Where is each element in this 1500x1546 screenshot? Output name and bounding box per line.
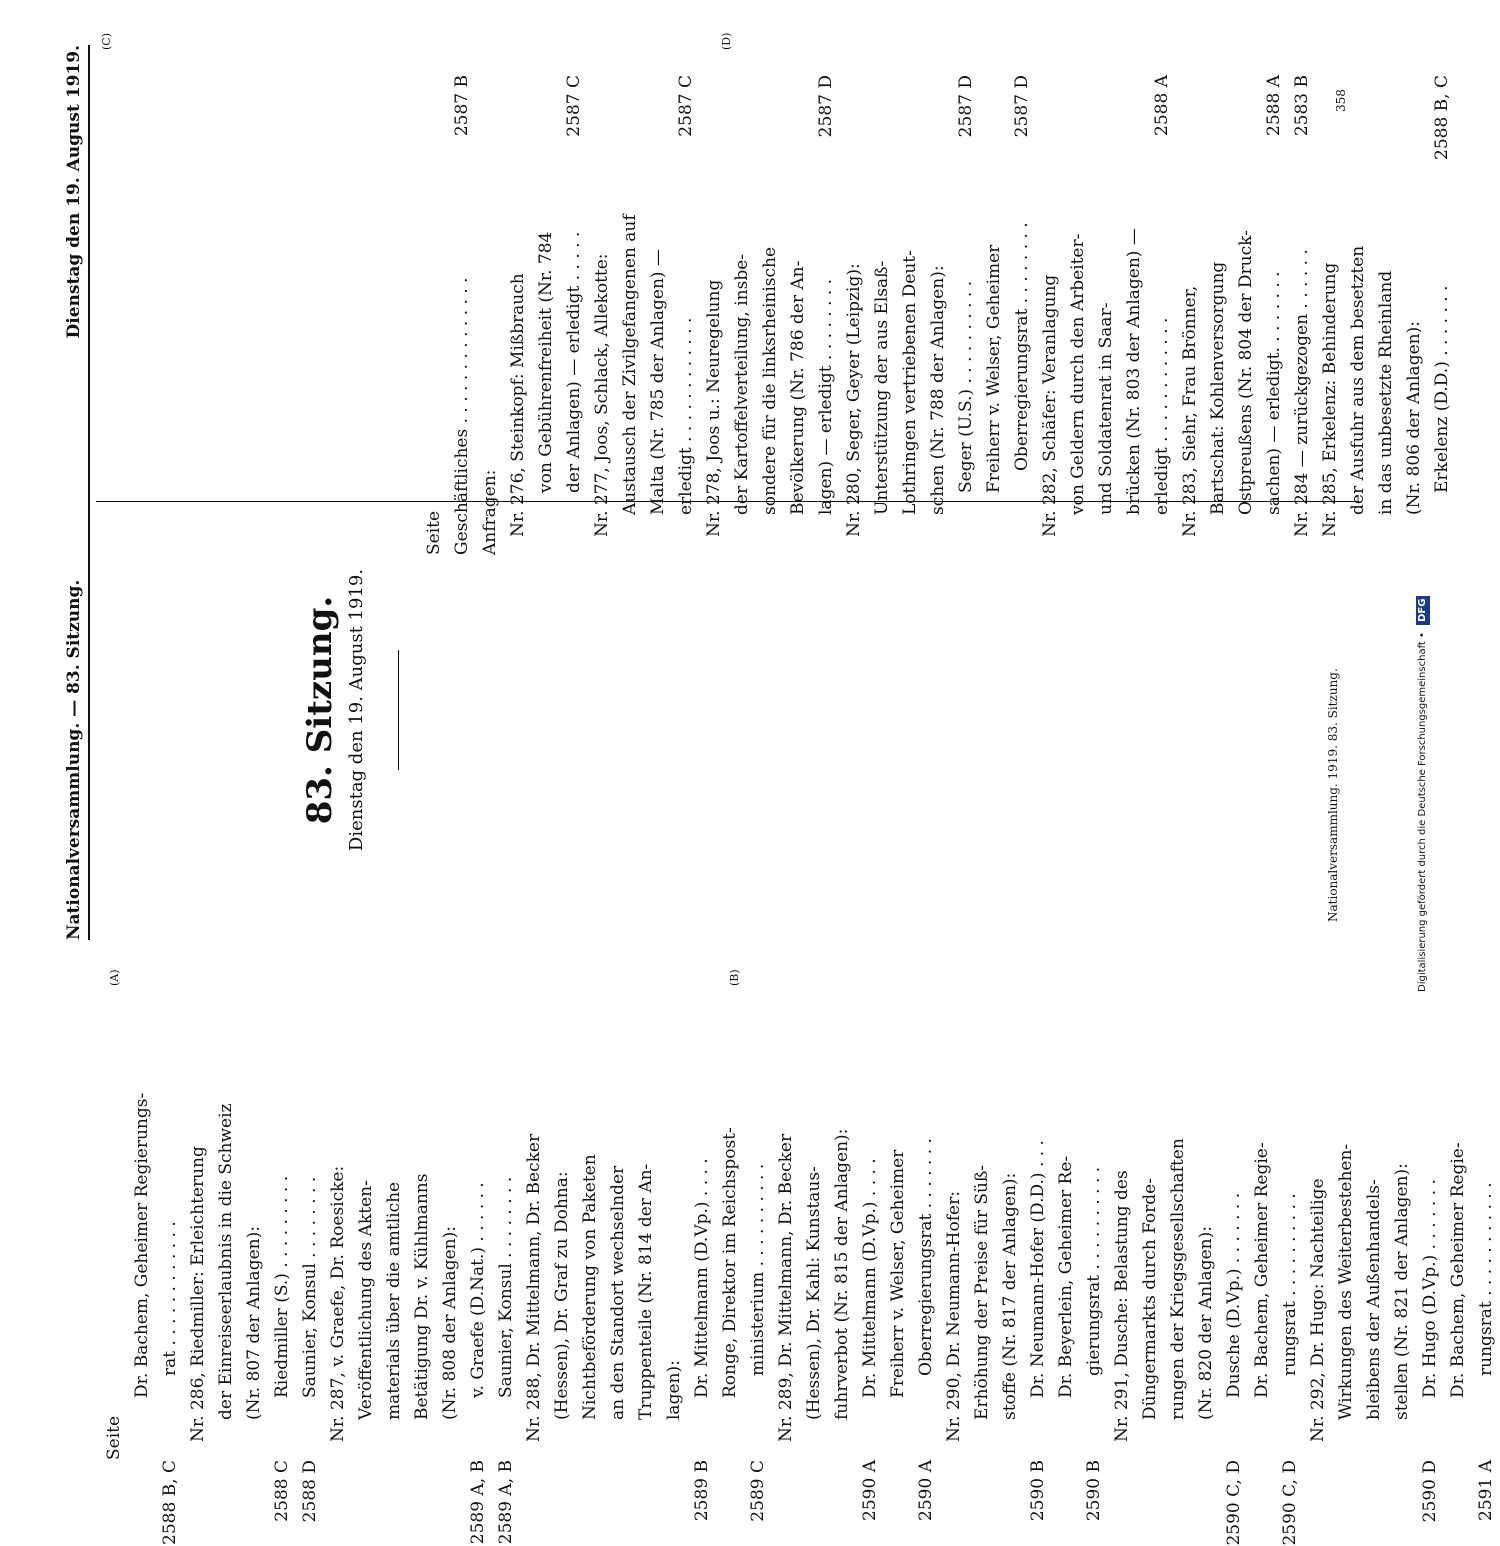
entry-text: (Hessen), Dr. Graf zu Dohna: xyxy=(552,1171,572,1420)
entry-page-ref: 2590 A xyxy=(860,1460,880,1521)
entry-text: gierungsrat . . . . . . . . . . xyxy=(1084,1166,1104,1376)
entry-text: fuhrverbot (Nr. 815 der Anlagen): xyxy=(832,1128,852,1420)
index-entry xyxy=(700,75,728,555)
margin-marker-d: (D) xyxy=(720,32,733,50)
entry-text: Geschäftliches . . . . . . . . . . . . . . xyxy=(452,277,472,555)
index-entry xyxy=(756,75,784,555)
entry-page-ref: 2588 D xyxy=(300,1460,320,1523)
entry-page-ref: 2587 C xyxy=(564,75,584,137)
index-entry xyxy=(616,75,644,555)
entry-text: Dr. Mittelmann (D.Vp.) . . . . xyxy=(692,1158,712,1398)
index-entry xyxy=(728,75,756,555)
entry-text: Nr. 288, Dr. Mittelmann, Dr. Becker xyxy=(524,1133,544,1442)
index-entry xyxy=(532,75,560,555)
entry-text: Dr. Hugo (D.Vp.) . . . . . . . xyxy=(1420,1179,1440,1398)
index-entry xyxy=(924,75,952,555)
entry-text: Nr. 289, Dr. Mittelmann, Dr. Becker xyxy=(776,1133,796,1442)
entry-text: schen (Nr. 788 der Anlagen): xyxy=(928,265,948,515)
footer-page: 358 xyxy=(1334,89,1348,112)
index-entry xyxy=(1036,75,1064,555)
left-column xyxy=(420,75,1456,555)
header-left: Nationalversammlung. — 83. Sitzung. xyxy=(64,579,84,940)
index-entry xyxy=(1092,75,1120,555)
entry-text: Nr. 280, Seger, Geyer (Leipzig): xyxy=(844,263,864,537)
title-rule xyxy=(398,650,399,770)
index-entry xyxy=(1344,75,1372,555)
index-entry xyxy=(1204,75,1232,555)
entry-page-ref: 2589 A, B xyxy=(468,1460,488,1545)
entry-text: Nr. 277, Joos, Schlack, Allekotte: xyxy=(592,253,612,537)
entry-page-ref: 2588 C xyxy=(272,1460,292,1522)
margin-marker-c: (C) xyxy=(100,33,113,50)
entry-text: rungen der Kriegsgesellschaften xyxy=(1168,1138,1188,1420)
entry-page-ref: 2590 D xyxy=(1420,1460,1440,1523)
entry-text: Betätigung Dr. v. Kühlmanns xyxy=(412,1173,432,1420)
index-entry xyxy=(1232,75,1260,555)
entry-text: sachen) — erledigt. . . . . . . . xyxy=(1264,271,1284,515)
entry-text: Oberregierungsrat . . . . . . . . xyxy=(1012,222,1032,471)
entry-page-ref: 2590 B xyxy=(1084,1460,1104,1522)
entry-text: Nr. 292, Dr. Hugo: Nachteilige xyxy=(1308,1178,1328,1442)
entry-text: Nichtbeförderung von Paketen xyxy=(580,1154,600,1420)
entry-text: Dr. Bachem, Geheimer Regie- xyxy=(1252,1142,1272,1398)
index-entry xyxy=(448,75,476,555)
entry-text: Ostpreußens (Nr. 804 der Druck- xyxy=(1236,230,1256,515)
entry-page-ref: 2590 B xyxy=(1028,1460,1048,1522)
index-entry xyxy=(840,75,868,555)
entry-text: Austausch der Zivilgefangenen auf xyxy=(620,214,640,515)
index-entry xyxy=(420,75,448,555)
entry-text: v. Graefe (D.Nat.) . . . . . . xyxy=(468,1182,488,1398)
entry-text: Erkelenz (D.D.) . . . . . . . xyxy=(1432,285,1452,493)
index-entry xyxy=(896,75,924,555)
index-entry xyxy=(644,75,672,555)
entry-text: Veröffentlichung des Akten- xyxy=(356,1180,376,1420)
footer-left: Nationalversammlung. 1919. 83. Sitzung. xyxy=(1326,668,1340,922)
dfg-logo: DFG xyxy=(1416,596,1430,625)
entry-text: Nr. 282, Schäfer: Veranlagung xyxy=(1040,274,1060,537)
entry-text: Nr. 287, v. Graefe, Dr. Roesicke: xyxy=(328,1165,348,1442)
entry-text: rungsrat . . . . . . . . . . . xyxy=(1476,1182,1496,1376)
index-entry xyxy=(560,75,588,555)
entry-text: Seite xyxy=(104,1415,124,1460)
entry-page-ref: 2588 B, C xyxy=(1432,75,1452,160)
entry-page-ref: 2589 B xyxy=(692,1460,712,1522)
entry-text: der Anlagen) — erledigt . . . . . xyxy=(564,231,584,493)
entry-text: Dr. Beyerlein, Geheimer Re- xyxy=(1056,1155,1076,1398)
entry-text: (Nr. 807 der Anlagen): xyxy=(244,1226,264,1420)
entry-page-ref: 2590 A xyxy=(916,1460,936,1521)
entry-page-ref: 2588 A xyxy=(1152,75,1172,136)
entry-text: bleibens der Außenhandels- xyxy=(1364,1179,1384,1420)
index-entry xyxy=(952,75,980,555)
entry-text: von Gebührenfreiheit (Nr. 784 xyxy=(536,231,556,493)
index-entry xyxy=(1260,75,1288,555)
index-entry xyxy=(476,75,504,555)
entry-text: Dr. Bachem, Geheimer Regierungs- xyxy=(132,1092,152,1398)
session-title: 83. Sitzung. xyxy=(300,595,340,825)
entry-text: sondere für die linksrheinische xyxy=(760,246,780,515)
entry-text: Nr. 290, Dr. Neumann-Hofer: xyxy=(944,1191,964,1442)
entry-text: stoffe (Nr. 817 der Anlagen): xyxy=(1000,1172,1020,1420)
entry-text: Unterstützung der aus Elsaß- xyxy=(872,260,892,515)
entry-text: materials über die amtliche xyxy=(384,1181,404,1420)
entry-text: Seite xyxy=(424,510,444,555)
entry-text: ministerium . . . . . . . . . . xyxy=(748,1163,768,1376)
index-entry xyxy=(1008,75,1036,555)
entry-page-ref: 2590 C, D xyxy=(1280,1460,1300,1546)
entry-text: Bartschat: Kohlenversorgung xyxy=(1208,261,1228,515)
entry-text: Nr. 285, Erkelenz: Behinderung xyxy=(1320,262,1340,537)
entry-text: erledigt . . . . . . . . . . . . xyxy=(1152,317,1172,515)
entry-text: Malta (Nr. 785 der Anlagen) — xyxy=(648,249,668,515)
index-entry xyxy=(868,75,896,555)
header-right: Dienstag den 19. August 1919. xyxy=(64,45,84,339)
index-entry xyxy=(672,75,700,555)
entry-text: in das unbesetzte Rheinland xyxy=(1376,270,1396,515)
entry-text: der Kartoffelverteilung, insbe- xyxy=(732,253,752,515)
entry-page-ref: 2587 D xyxy=(1012,75,1032,138)
entry-text: Nr. 284 — zurückgezogen . . . . . . xyxy=(1292,249,1312,537)
entry-text: stellen (Nr. 821 der Anlagen): xyxy=(1392,1163,1412,1420)
entry-page-ref: 2589 A, B xyxy=(496,1460,516,1545)
entry-text: (Nr. 808 der Anlagen): xyxy=(440,1226,460,1420)
entry-text: der Ausfuhr aus dem besetzten xyxy=(1348,245,1368,515)
entry-text: Riedmiller (S.) . . . . . . . . . xyxy=(272,1175,292,1398)
entry-text: Nr. 291, Dusche: Belastung des xyxy=(1112,1170,1132,1442)
index-entry xyxy=(1288,75,1316,555)
index-entry xyxy=(1064,75,1092,555)
entry-text: Erhöhung der Preise für Süß- xyxy=(972,1164,992,1420)
entry-text: lagen): xyxy=(664,1360,684,1420)
running-header xyxy=(62,45,90,940)
index-entry xyxy=(588,75,616,555)
index-entry xyxy=(1316,75,1344,555)
entry-text: Dr. Neumann-Hofer (D.D.) . . . xyxy=(1028,1140,1048,1398)
index-entry xyxy=(1148,75,1176,555)
entry-text: Düngermarkts durch Forde- xyxy=(1140,1178,1160,1420)
entry-text: Dr. Mittelmann (D.Vp.) . . . . xyxy=(860,1158,880,1398)
entry-text: rungsrat . . . . . . . . . . xyxy=(1280,1193,1300,1376)
entry-text: Nr. 286, Riedmiller: Erleichterung xyxy=(188,1146,208,1442)
entry-text: (Nr. 820 der Anlagen): xyxy=(1196,1226,1216,1420)
entry-text: Freiherr v. Welser, Geheimer xyxy=(888,1149,908,1398)
entry-text: Nr. 276, Steinkopf: Mißbrauch xyxy=(508,273,528,537)
entry-text: Ronge, Direktor im Reichspost- xyxy=(720,1127,740,1398)
entry-text: Dr. Bachem, Geheimer Regie- xyxy=(1448,1142,1468,1398)
entry-text: brücken (Nr. 803 der Anlagen) — xyxy=(1124,228,1144,515)
entry-text: Bevölkerung (Nr. 786 der An- xyxy=(788,260,808,515)
entry-text: Wirkungen des Weiterbestehen- xyxy=(1336,1143,1356,1420)
index-entry xyxy=(1176,75,1204,555)
entry-page-ref: 2587 D xyxy=(816,75,836,138)
entry-text: erledigt . . . . . . . . . . . . xyxy=(676,317,696,515)
entry-page-ref: 2587 D xyxy=(956,75,976,138)
entry-text: Oberregierungsrat . . . . . . . xyxy=(916,1138,936,1376)
entry-text: der Einreiseerlaubnis in die Schweiz xyxy=(216,1103,236,1420)
index-entry xyxy=(504,75,532,555)
entry-text: (Hessen), Dr. Kahl: Kunstaus- xyxy=(804,1166,824,1420)
entry-text: Saunier, Konsul . . . . . . . . xyxy=(496,1176,516,1398)
entry-text: von Geldern durch den Arbeiter- xyxy=(1068,233,1088,515)
entry-page-ref: 2588 A xyxy=(1264,75,1284,136)
entry-page-ref: 2587 B xyxy=(452,75,472,137)
sidebar-text: Digitalisierung gefördert durch die Deutsche Forschungsgemeinschaft • xyxy=(1417,632,1428,992)
entry-text: Truppenteile (Nr. 814 der An- xyxy=(636,1163,656,1420)
entry-text: lagen) — erledigt . . . . . . . . xyxy=(816,278,836,515)
entry-text: Anfragen: xyxy=(480,469,500,555)
entry-text: und Soldatenrat in Saar- xyxy=(1096,302,1116,515)
entry-text: rat . . . . . . . . . . . . xyxy=(160,1221,180,1376)
index-entry xyxy=(784,75,812,555)
margin-marker-a: (A) xyxy=(108,969,121,986)
entry-text: Nr. 283, Siehr, Frau Brönner, xyxy=(1180,285,1200,537)
entry-page-ref: 2590 C, D xyxy=(1224,1460,1244,1546)
entry-text: Lothringen vertriebenen Deut- xyxy=(900,250,920,515)
margin-marker-b: (B) xyxy=(728,969,741,986)
entry-text: Saunier, Konsul . . . . . . . . xyxy=(300,1176,320,1398)
entry-text: Dusche (D.Vp.) . . . . . . . xyxy=(1224,1192,1244,1398)
entry-text: an den Standort wechselnder xyxy=(608,1165,628,1420)
index-entry xyxy=(1120,75,1148,555)
index-entry xyxy=(812,75,840,555)
entry-text: Nr. 278, Joos u.: Neuregelung xyxy=(704,279,724,537)
entry-page-ref: 2589 C xyxy=(748,1460,768,1522)
entry-page-ref: 2583 B xyxy=(1292,75,1312,137)
digitization-sidebar xyxy=(1412,8,1434,992)
entry-page-ref: 2587 C xyxy=(676,75,696,137)
index-entry xyxy=(1372,75,1400,555)
entry-page-ref: 2591 A xyxy=(1476,1460,1496,1521)
entry-text: Seger (U.S.) . . . . . . . . . . xyxy=(956,280,976,493)
entry-text: Freiherr v. Welser, Geheimer xyxy=(984,244,1004,493)
index-entry xyxy=(980,75,1008,555)
entry-text: (Nr. 806 der Anlagen): xyxy=(1404,321,1424,515)
session-subtitle: Dienstag den 19. August 1919. xyxy=(346,568,367,852)
entry-page-ref: 2588 B, C xyxy=(160,1460,180,1545)
